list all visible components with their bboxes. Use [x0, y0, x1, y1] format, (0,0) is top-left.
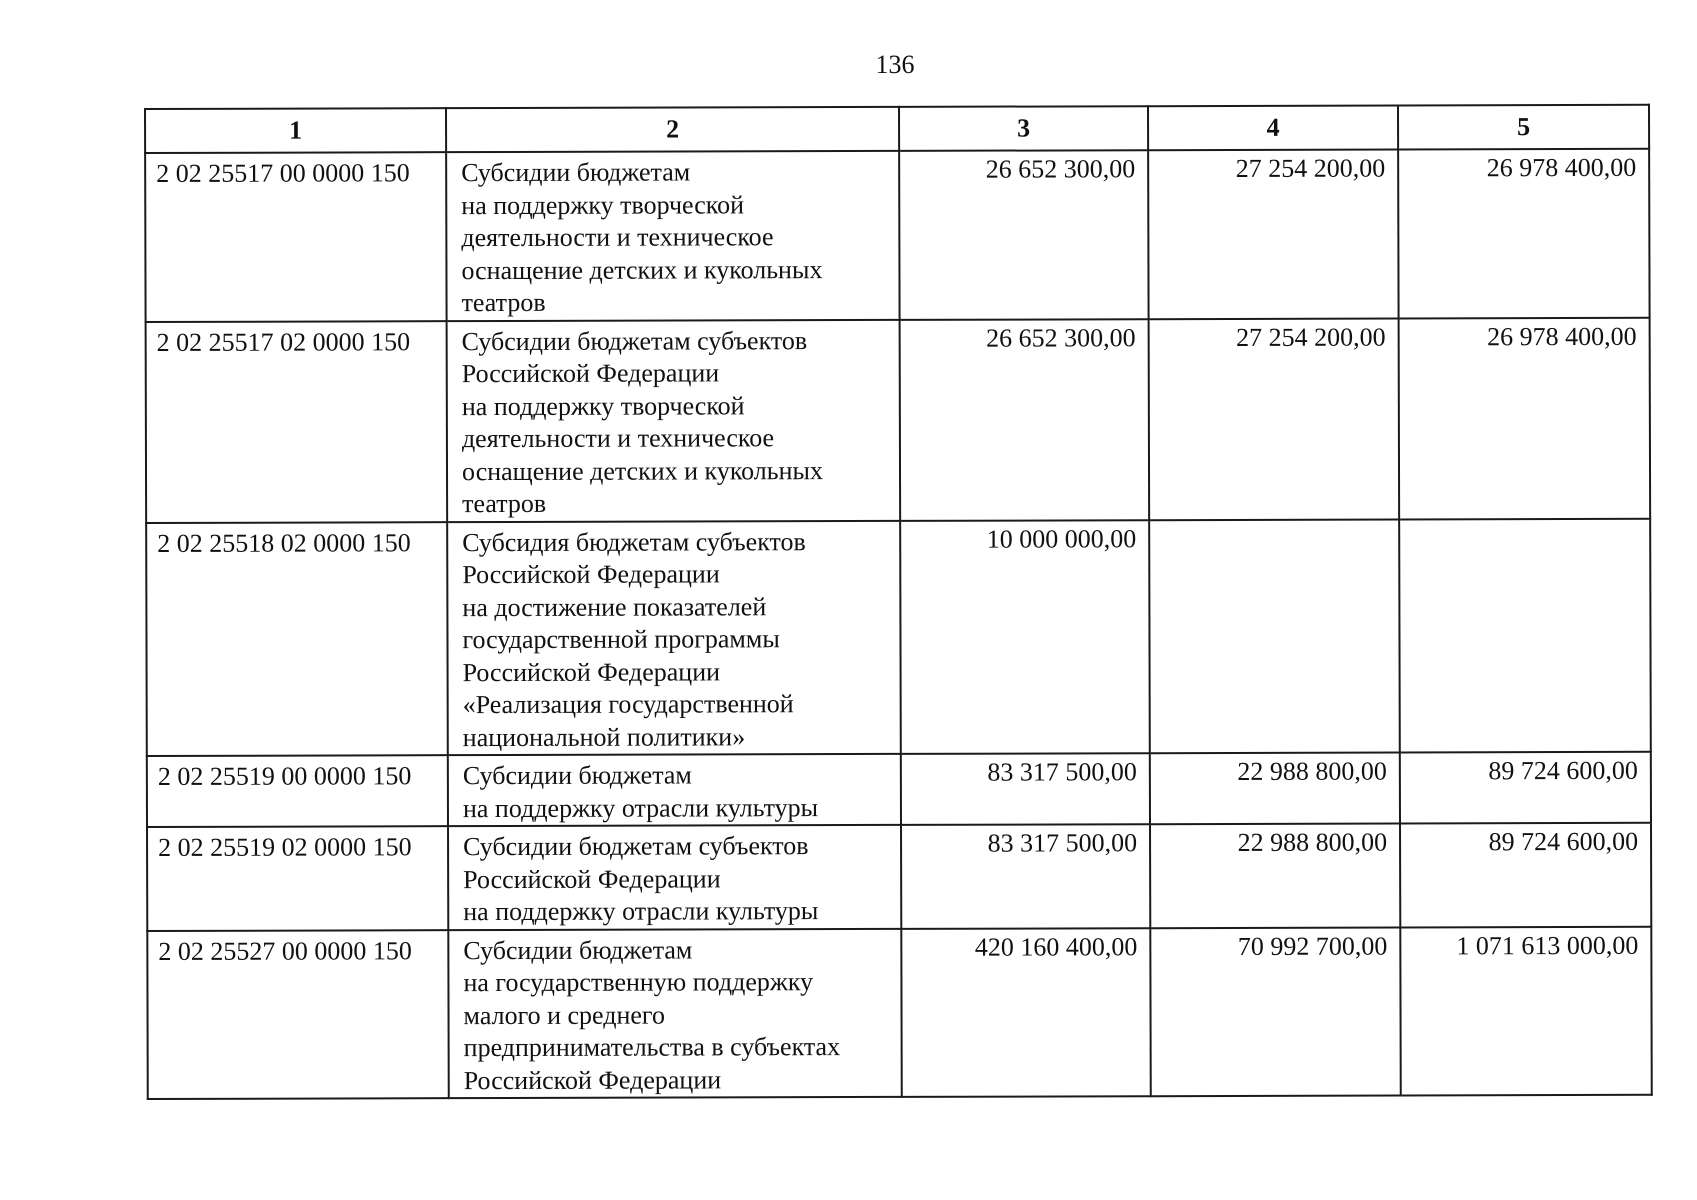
table-row	[146, 317, 1651, 522]
amount-cell-col5: 26 978 400,00	[1398, 149, 1649, 318]
item-name-cell	[446, 151, 899, 321]
column-header: 1	[145, 108, 446, 153]
item-name-line: на поддержку творческой	[461, 189, 744, 220]
budget-code-cell: 2 02 25518 02 0000 150	[146, 522, 448, 756]
item-name-cell	[448, 825, 901, 930]
item-name-line: малого и среднего	[463, 1000, 665, 1030]
item-name-line: Российской Федерации	[461, 358, 720, 389]
item-name-line: Субсидии бюджетам субъектов	[461, 325, 808, 356]
item-name-line: театров	[462, 488, 547, 519]
item-name-line: на поддержку творческой	[461, 390, 745, 421]
item-name-line: Субсидия бюджетам субъектов	[462, 526, 806, 557]
amount-cell-col5: 1 071 613 000,00	[1400, 926, 1651, 1095]
amount-cell-col3: 26 652 300,00	[900, 319, 1150, 521]
item-name-line: предпринимательства в субъектах	[463, 1032, 841, 1063]
amount-cell-col4	[1149, 519, 1400, 753]
item-name-cell	[448, 754, 901, 826]
amount-cell-col5: 26 978 400,00	[1399, 317, 1651, 519]
amount-cell-col4: 27 254 200,00	[1149, 318, 1400, 520]
budget-code-cell: 2 02 25527 00 0000 150	[147, 930, 448, 1099]
item-name-line: Российской Федерации	[462, 559, 720, 590]
column-header: 3	[899, 106, 1148, 151]
amount-cell-col3: 420 160 400,00	[901, 928, 1150, 1097]
table-row	[146, 518, 1651, 756]
item-name-line: на государственную поддержку	[463, 967, 814, 998]
header-row	[145, 105, 1649, 153]
item-name-line: оснащение детских и кукольных	[461, 455, 824, 486]
column-header: 5	[1398, 105, 1649, 150]
item-name-line: театров	[461, 287, 546, 318]
amount-cell-col3: 10 000 000,00	[900, 520, 1150, 754]
budget-code-cell: 2 02 25519 00 0000 150	[147, 755, 448, 827]
item-name-line: на поддержку отрасли культуры	[462, 792, 819, 823]
item-name-line: оснащение детских и кукольных	[461, 254, 823, 285]
page-number: 136	[875, 50, 915, 79]
amount-cell-col5	[1399, 518, 1651, 752]
item-name-line: на достижение показателей	[462, 591, 767, 622]
amount-cell-col4: 70 992 700,00	[1150, 927, 1400, 1096]
item-name-cell	[447, 520, 901, 755]
column-header: 2	[446, 107, 899, 152]
amount-cell-col4: 22 988 800,00	[1150, 823, 1400, 927]
item-name-line: «Реализация государственной	[462, 689, 794, 720]
item-name-cell	[448, 928, 901, 1098]
table-row	[147, 752, 1651, 827]
table-row	[147, 823, 1651, 931]
item-name-line: национальной политики»	[462, 721, 746, 752]
item-name-line: деятельности и техническое	[461, 423, 775, 454]
item-name-line: Субсидии бюджетам	[461, 157, 691, 188]
table-row	[145, 149, 1649, 322]
item-name-line: Российской Федерации	[463, 1064, 722, 1095]
budget-code-cell: 2 02 25519 02 0000 150	[147, 826, 448, 930]
budget-code-cell: 2 02 25517 02 0000 150	[146, 321, 448, 523]
amount-cell-col3: 83 317 500,00	[901, 824, 1150, 928]
amount-cell-col4: 27 254 200,00	[1148, 149, 1398, 318]
item-name-line: Субсидии бюджетам	[462, 760, 692, 791]
item-name-line: Субсидии бюджетам субъектов	[463, 831, 809, 862]
item-name-line: государственной программы	[462, 624, 780, 655]
item-name-line: на поддержку отрасли культуры	[463, 896, 819, 927]
amount-cell-col5: 89 724 600,00	[1400, 823, 1651, 927]
budget-table	[144, 104, 1653, 1100]
amount-cell-col4: 22 988 800,00	[1150, 752, 1400, 824]
budget-code-cell: 2 02 25517 00 0000 150	[145, 152, 446, 321]
amount-cell-col3: 26 652 300,00	[899, 150, 1148, 319]
item-name-cell	[447, 319, 901, 521]
item-name-line: деятельности и техническое	[461, 222, 774, 253]
item-name-line: Российской Федерации	[462, 656, 721, 687]
item-name-line: Российской Федерации	[463, 863, 721, 894]
amount-cell-col3: 83 317 500,00	[901, 753, 1150, 825]
column-header: 4	[1148, 105, 1398, 150]
item-name-line: Субсидии бюджетам	[463, 934, 693, 965]
table-row	[147, 926, 1651, 1099]
amount-cell-col5: 89 724 600,00	[1400, 752, 1651, 824]
